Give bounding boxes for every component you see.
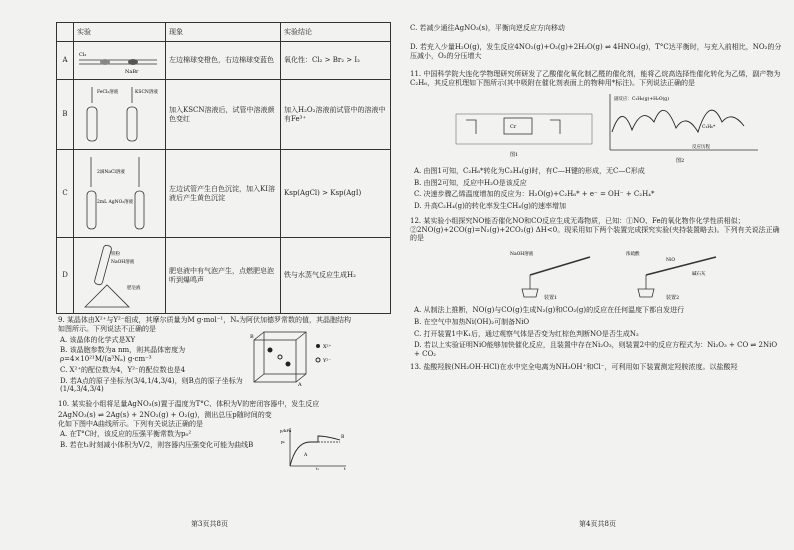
table-row	[57, 80, 391, 150]
table-row	[57, 150, 391, 238]
apparatus-figure-c	[74, 150, 166, 238]
q12-stem: 12. 某实验小组探究NO能否催化NO和CO反应生成无毒物质，已知：①NO、Fe的氧化物作化学性质相似；②2NO(g)+2CO(g)=N₂(g)+2CO₂(g) ΔH<0。现采用如下两个装置完成探究实验(夹持装置略去)。下列有关说法正确的是	[410, 216, 780, 243]
label-nabr: NaBr	[125, 68, 139, 75]
row-option: D	[57, 238, 74, 314]
energy-profile-figure-2	[602, 92, 762, 164]
label-nacl: 2滴NaCl溶液	[97, 169, 125, 175]
q10-option-c: C. 若减少通往AgNO₃(s)，平衡向逆反应方向移动	[410, 24, 565, 32]
label-kscn: KSCN溶液	[135, 89, 158, 95]
q11-figures	[410, 92, 785, 164]
q9-option-b: B. 该晶胞参数为a nm，则其晶体密度为ρ=4×10²¹M/(a³Nₐ) g·cm⁻³	[60, 346, 186, 363]
fig2-label: C₂H₆*	[702, 124, 716, 130]
pressure-time-graph	[280, 426, 350, 470]
q11-option-b: B. 由图2可知，反应中H₂O是该反应	[414, 178, 527, 187]
table-row	[57, 238, 391, 314]
left-page	[22, 22, 397, 527]
graph-xlabel: t	[344, 466, 346, 470]
q10-option-a: A. 在T°C时，该反应的压强平衡常数为p₀²	[60, 430, 192, 439]
label-agno3: 2mL AgNO₃溶液	[97, 199, 134, 205]
experiment-table	[56, 22, 391, 314]
q11-option-d: D. 升高C₂H₄(g)的转化率发生CH₄(g)的速率增加	[414, 202, 567, 210]
label-cl2: Cl₂	[79, 51, 87, 58]
q12-apparatus	[410, 245, 785, 303]
conclusion-a: 氧化性：Cl₂ > Br₂ > I₂	[281, 42, 391, 80]
apparatus-2	[626, 245, 726, 301]
reagent-nio: NiO	[666, 258, 676, 263]
conclusion-c: Ksp(AgCl) > Ksp(AgI)	[281, 150, 391, 238]
phenomenon-d: 肥皂液中有气泡产生，点燃肥皂泡听到爆鸣声	[166, 238, 281, 314]
table-header-phenomenon: 现象	[166, 23, 281, 42]
row-option: C	[57, 150, 74, 238]
q12-option-a: A. 从制法上推断，NO(g)与CO(g)生成N₂(g)和CO₂(g)的反应在任何温度下都自发进行	[414, 306, 685, 314]
q12-option-b: B. 在空气中加热Ni(OH)₂可制备NiO	[414, 317, 530, 326]
graph-tick-p0: p₀	[281, 439, 286, 444]
reagent-soda-lime: 碱石灰	[692, 272, 706, 277]
curve-label-a: A	[304, 453, 308, 458]
fig2-title: 副反应：C₂H₆(g)+H₂O(g)	[614, 96, 669, 102]
row-option: B	[57, 80, 74, 150]
apparatus-figure-b	[74, 80, 166, 150]
q12-option-d: D. 若以上实验证明NiO能够加快催化反应，且装置中存在Ni₂O₃，则装置2中的反应方程式为：Ni₂O₃ + CO ⇌ 2NiO + CO₂	[414, 341, 778, 358]
phenomenon-c: 左边试管产生白色沉淀，加入KI溶液后产生黄色沉淀	[166, 150, 281, 238]
legend-x: X²⁺	[323, 344, 332, 350]
phenomenon-a: 左边棉球变橙色，右边棉球变蓝色	[166, 42, 281, 80]
page-footer-left: 第3页共8页	[191, 520, 228, 529]
graph-t1: t₁	[316, 466, 320, 470]
q9-option-c: C. X²⁺的配位数为4，Y²⁻的配位数也是4	[60, 365, 186, 374]
label-naoh: NaOH溶液	[111, 259, 135, 265]
q9-option-d: D. 若A点的原子坐标为(3/4,1/4,3/4)，则B点的原子坐标为(1/4,3/4,3/4)	[60, 376, 243, 394]
table-header-experiment: 实验	[74, 23, 166, 42]
apparatus-figure-d	[74, 238, 166, 314]
svg-text:Cr: Cr	[510, 123, 517, 130]
crystal-label-b: B	[250, 334, 254, 340]
q12-option-c: C. 打开装置1中K₁后，通过观察气体是否变为红棕色判断NO是否生成N₂	[414, 329, 639, 338]
table-corner	[57, 23, 74, 42]
q11-option-a: A. 由图1可知，C₂H₆*转化为C₂H₄(g)时，有C—H键的形成，无C—C形成	[414, 166, 645, 175]
reagent-h2so4: 浓硫酸	[626, 252, 640, 257]
reagent-naoh: NaOH溶液	[510, 252, 534, 257]
mechanism-figure-1	[454, 104, 596, 160]
q11-stem: 11. 中国科学院大连化学物理研究所研发了乙酸催化氧化制乙醛的催化剂，能将乙烷高选择性催化转化为乙烯，副产物为C₂H₆，其反应机理如下图所示(其中吸附在催化剂表面上的物种用*标注)。下列说法正确的是	[410, 70, 781, 87]
q13-stem: 13. 盐酸羟胺(NH₂OH·HCl)在水中完全电离为NH₃OH⁺和Cl⁻，可利用如下装置测定羟胺浓度。以盐酸羟	[410, 362, 738, 371]
table-header-conclusion: 实验结论	[281, 23, 391, 42]
q11-option-c: C. 决速步骤乙烯温度增加的反应为：H₂O(g)+C₂H₆* + e⁻ = OH⁻ + C₂H₄*	[414, 190, 655, 199]
apparatus-figure-a	[74, 42, 166, 80]
graph-ylabel: p/kPa	[280, 428, 292, 433]
conclusion-d: 铁与水蒸气反应生成H₂	[281, 238, 391, 314]
conclusion-b: 加入H₂O₂溶液前试管中的溶液中有Fe³⁺	[281, 80, 391, 150]
right-page	[410, 22, 785, 527]
row-option: A	[57, 42, 74, 80]
q10-equation: 2AgNO₃(s) ⇌ 2Ag(s) + 2NO₂(g) + O₂(g)，测出总压p随时间的变化如下图中A曲线所示。下列有关说法正确的是	[58, 410, 272, 428]
apparatus-2-label: 装置2	[666, 295, 680, 301]
q10-stem: 10. 某实验小组将足量AgNO₃(s)置于温度为T°C、体积为V的密闭容器中，发生反应	[58, 400, 320, 408]
table-row	[57, 42, 391, 80]
apparatus-1	[510, 245, 600, 301]
q10-option-d: D. 若充入少量H₂O(g)，发生反应4NO₂(g)+O₂(g)+2H₂O(g) ⇌ 4HNO₃(g)，T°C达平衡时，与充入前相比，NO₂的分压减小，O₂的分压增大	[410, 42, 782, 60]
label-fecl2: FeCl₂溶液	[97, 89, 119, 95]
legend-y: Y²⁻	[323, 358, 331, 364]
crystal-cell-figure	[248, 328, 348, 390]
crystal-label-a: A	[298, 382, 302, 388]
fig2-xaxis: 反应历程	[692, 144, 710, 150]
apparatus-1-label: 装置1	[544, 295, 558, 301]
phenomenon-b: 加入KSCN溶液后，试管中溶液颜色变红	[166, 80, 281, 150]
curve-label-b: B	[341, 435, 345, 440]
fig2-caption: 图2	[676, 157, 685, 164]
q10-option-b: B. 若在t₁时刻减小体积为V/2，则容器内压强变化可能为曲线B	[60, 441, 254, 449]
label-soap: 肥皂液	[127, 285, 141, 291]
page-footer-right: 第4页共8页	[579, 520, 616, 529]
q9-stem: 9. 某晶体由X²⁺与Y²⁻组成，其摩尔质量为M g·mol⁻¹，Nₐ为阿伏加德罗常数的值，其晶胞结构如图所示。下列说法不正确的是	[58, 316, 352, 333]
fig1-caption: 图1	[510, 151, 519, 158]
q9-option-a: A. 该晶体的化学式是XY	[60, 335, 136, 344]
label-iron: 铁粉	[111, 251, 120, 257]
